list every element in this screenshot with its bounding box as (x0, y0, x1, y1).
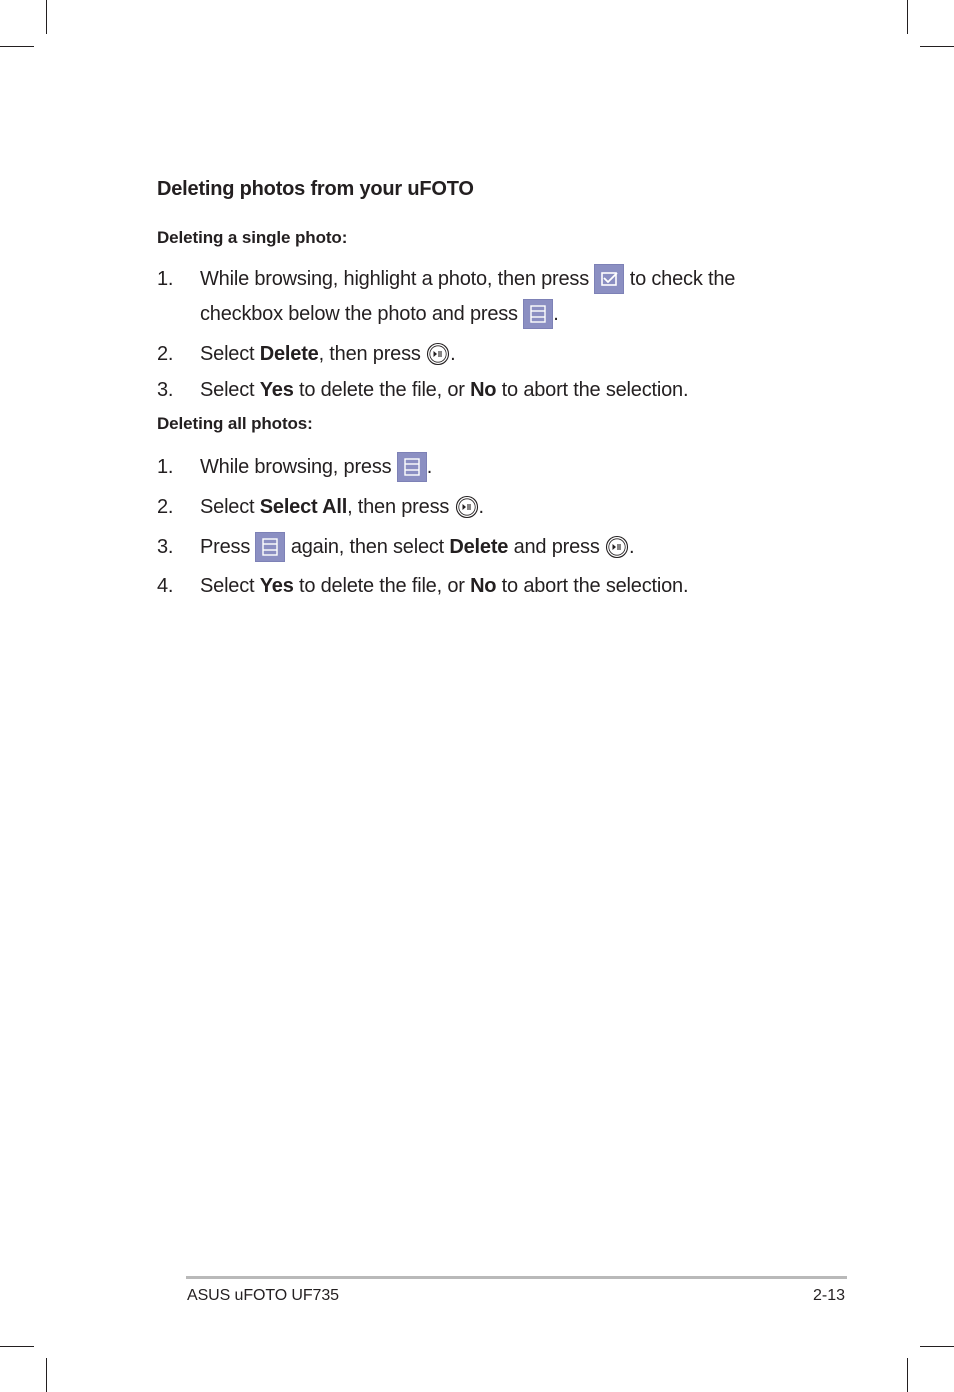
step-text-part: . (450, 343, 456, 365)
step-text-part: to delete the file, or (293, 575, 471, 597)
step-text-line2 (200, 301, 559, 327)
step-text-part: to check the (629, 268, 736, 290)
step-text (200, 534, 634, 560)
step-keyword: Yes (259, 575, 294, 597)
step-text-part: and press (508, 536, 600, 558)
step-keyword: Yes (259, 379, 294, 401)
step-number: 2. (157, 496, 174, 518)
step-number: 3. (157, 536, 174, 558)
step-text-part: to abort the selection. (496, 575, 689, 597)
footer-page-number: 2-13 (813, 1287, 846, 1304)
step-number: 3. (157, 379, 174, 401)
step-text-part: , then press (347, 496, 450, 518)
step-number: 1. (157, 268, 174, 290)
step-text (200, 494, 484, 520)
step-text (200, 573, 688, 599)
checkbox-button-icon (594, 264, 624, 294)
step-text (200, 377, 688, 403)
step-text-part: While browsing, press (200, 456, 392, 478)
step-number: 4. (157, 575, 174, 597)
step-text-part: Press (200, 536, 251, 558)
step-text (200, 454, 432, 480)
step-number: 1. (157, 456, 174, 478)
step-text-part: checkbox below the photo and press (200, 303, 518, 325)
step-text-part: . (553, 303, 559, 325)
step-number: 2. (157, 343, 174, 365)
step-text-part: . (426, 456, 433, 478)
play-pause-icon (455, 495, 479, 519)
step-text-part: again, then select (285, 536, 450, 558)
page-title: Deleting photos from your uFOTO (157, 178, 474, 200)
crop-mark (0, 1346, 34, 1347)
step-text-part: Select (200, 343, 260, 365)
menu-button-icon (255, 532, 285, 562)
step-keyword: Select All (259, 496, 348, 518)
step-keyword: No (470, 575, 497, 597)
play-pause-icon (605, 535, 629, 559)
step-text-part: , then press (318, 343, 421, 365)
step-text-part: to abort the selection. (496, 379, 689, 401)
crop-mark (0, 46, 34, 47)
step-keyword: No (470, 379, 497, 401)
step-text-part: Select (200, 379, 260, 401)
play-pause-icon (426, 342, 450, 366)
step-text-part: Select (200, 496, 260, 518)
footer-divider (186, 1276, 847, 1279)
crop-mark (907, 0, 908, 34)
section-heading-all: Deleting all photos: (157, 414, 313, 433)
crop-mark (907, 1358, 908, 1392)
step-keyword: Delete (259, 343, 319, 365)
step-text-part: Select (200, 575, 260, 597)
crop-mark (46, 0, 47, 34)
step-text-part: . (478, 496, 484, 518)
footer-product-name: ASUS uFOTO UF735 (187, 1287, 339, 1304)
crop-mark (46, 1358, 47, 1392)
step-text (200, 341, 455, 367)
step-text-part: to delete the file, or (293, 379, 471, 401)
section-heading-single: Deleting a single photo: (157, 228, 348, 247)
step-text (200, 266, 735, 292)
step-keyword: Delete (449, 536, 509, 558)
crop-mark (920, 1346, 954, 1347)
menu-button-icon (523, 299, 553, 329)
crop-mark (920, 46, 954, 47)
step-text-part: . (628, 536, 635, 558)
menu-button-icon (397, 452, 427, 482)
step-text-part: While browsing, highlight a photo, then press (200, 268, 590, 290)
